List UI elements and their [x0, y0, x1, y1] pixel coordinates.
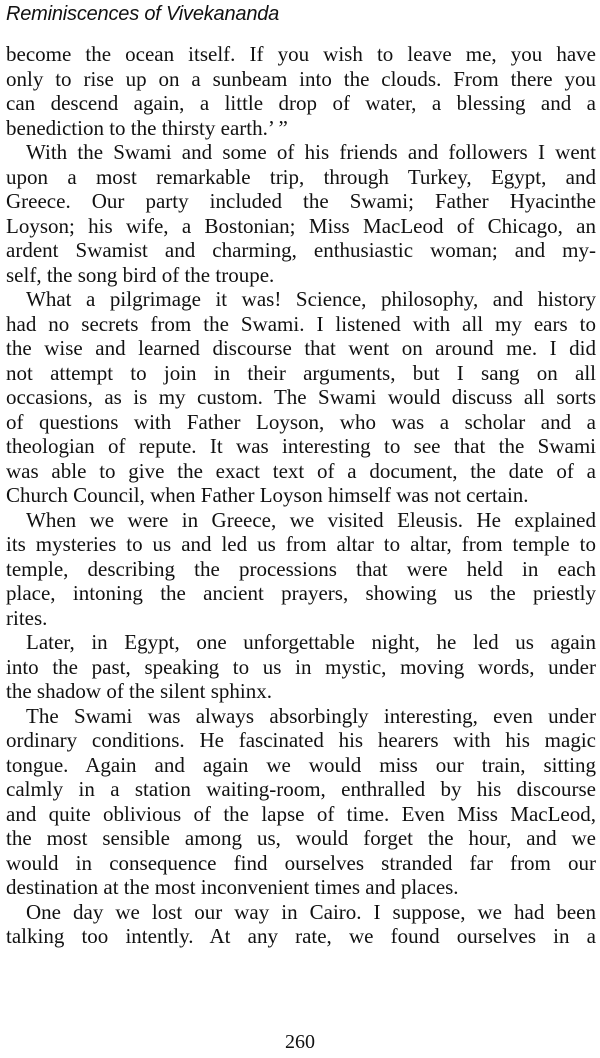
text-line: can descend again, a little drop of water, a blessing and a	[6, 91, 596, 115]
text-line: benediction to the thirsty earth.’ ”	[6, 115, 288, 140]
text-line: destination at the most inconvenient times and places.	[6, 875, 459, 899]
text-line: rites.	[6, 605, 48, 630]
text-line: the wise and learned discourse that went on around me. I did	[6, 336, 596, 360]
text-line: calmly in a station waiting-room, enthralled by his discourse	[6, 777, 596, 801]
text-line: self, the song bird of the troupe.	[6, 262, 275, 287]
text-line: tongue. Again and again we would miss our train, sitting	[6, 752, 596, 777]
text-line: When we were in Greece, we visited Eleusis. He explained	[26, 507, 596, 532]
paragraph	[6, 900, 596, 949]
text-line: talking too intently. At any rate, we found ourselves in a	[6, 924, 596, 948]
text-line: theologian of repute. It was interesting to see that the Swami	[6, 434, 596, 458]
text-line: ordinary conditions. He fascinated his hearers with his magic	[6, 728, 596, 752]
paragraph	[6, 508, 596, 631]
text-line: occasions, as is my custom. The Swami would discuss all sorts	[6, 385, 596, 409]
text-line: had no secrets from the Swami. I listened with all my ears to	[6, 311, 596, 336]
text-line: One day we lost our way in Cairo. I suppose, we had been	[26, 899, 596, 924]
paragraph	[6, 140, 596, 287]
text-line: With the Swami and some of his friends and followers I went	[26, 140, 596, 164]
text-line: Loyson; his wife, a Bostonian; Miss MacLeod of Chicago, an	[6, 213, 596, 238]
text-line: would in consequence find ourselves stranded far from our	[6, 850, 596, 875]
paragraph	[6, 287, 596, 508]
text-line: Church Council, when Father Loyson himself was not certain.	[6, 483, 529, 507]
text-line: become the ocean itself. If you wish to leave me, you have	[6, 42, 596, 66]
paragraph	[6, 42, 596, 140]
running-head: Reminiscences of Vivekananda	[6, 3, 280, 25]
page-number: 260	[285, 1031, 315, 1053]
text-line: The Swami was always absorbingly interesting, even under	[26, 703, 596, 728]
text-line: place, intoning the ancient prayers, showing us the priestly	[6, 581, 596, 605]
text-line: ardent Swamist and charming, enthusiastic woman; and my-	[6, 238, 596, 262]
text-line: its mysteries to us and led us from altar to altar, from temple to	[6, 532, 596, 556]
text-line: into the past, speaking to us in mystic, moving words, under	[6, 654, 596, 679]
text-line: not attempt to join in their arguments, but I sang on all	[6, 360, 596, 385]
text-line: upon a most remarkable trip, through Turkey, Egypt, and	[6, 164, 596, 189]
text-line: temple, describing the processions that were held in each	[6, 556, 596, 581]
text-line: the most sensible among us, would forget the hour, and we	[6, 826, 596, 850]
text-line: the shadow of the silent sphinx.	[6, 679, 272, 703]
text-line: and quite oblivious of the lapse of time. Even Miss MacLeod,	[6, 801, 596, 826]
text-line: only to rise up on a sunbeam into the clouds. From there you	[6, 66, 596, 91]
text-line: of questions with Father Loyson, who was a scholar and a	[6, 409, 596, 434]
paragraph	[6, 704, 596, 900]
text-line: What a pilgrimage it was! Science, philosophy, and history	[26, 287, 596, 311]
text-line: Later, in Egypt, one unforgettable night, he led us again	[26, 630, 596, 654]
text-line: Greece. Our party included the Swami; Father Hyacinthe	[6, 189, 596, 213]
text-line: was able to give the exact text of a document, the date of a	[6, 458, 596, 483]
paragraph	[6, 630, 596, 704]
body-text	[6, 42, 596, 949]
